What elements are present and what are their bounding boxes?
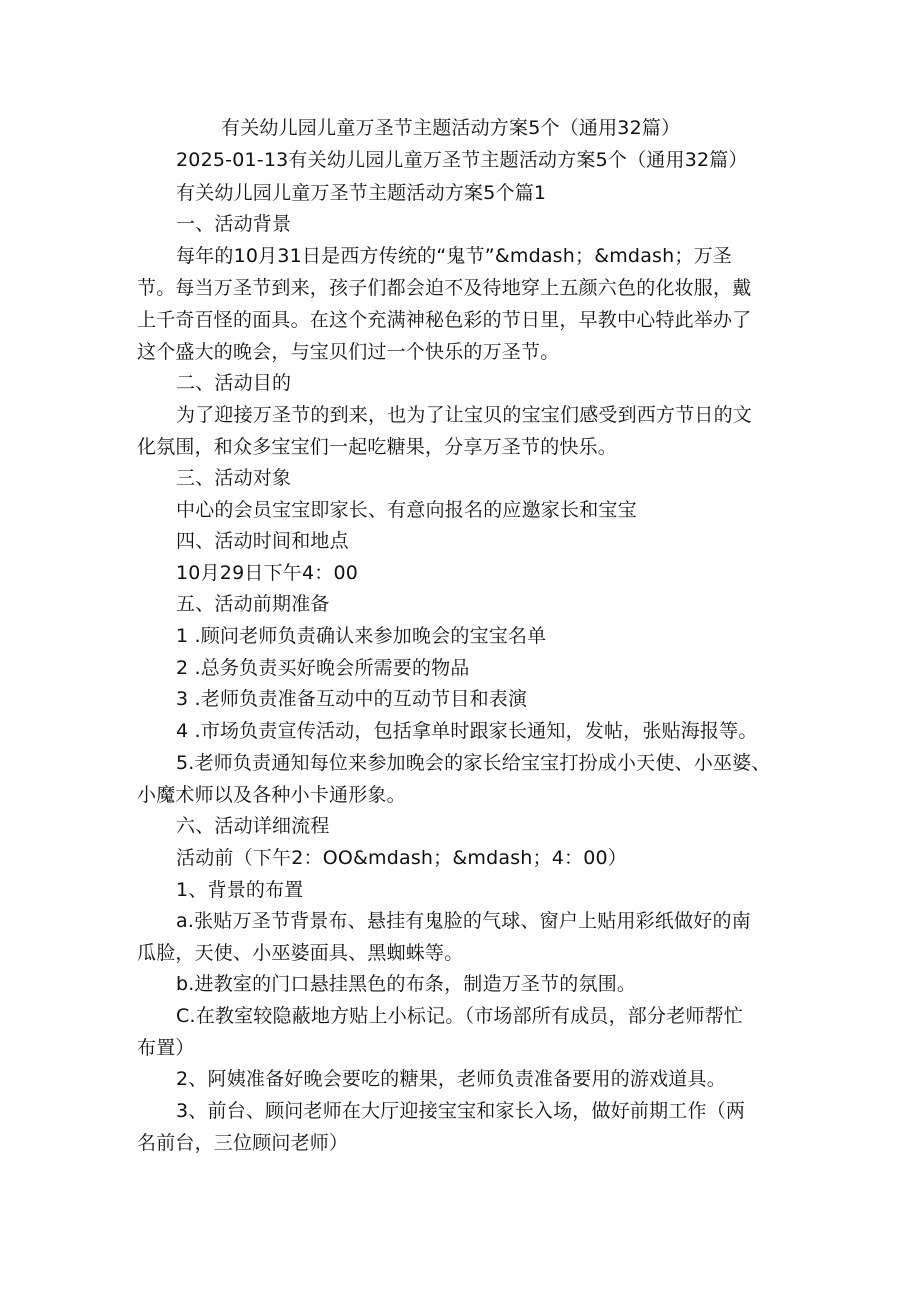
- article-title: 有关幼儿园儿童万圣节主题活动方案5个篇1: [176, 182, 547, 204]
- paragraph-line: 布置）: [137, 1037, 195, 1059]
- paragraph-line: 中心的会员宝宝即家长、有意向报名的应邀家长和宝宝: [176, 499, 637, 521]
- paragraph-line: b.进教室的门口悬挂黑色的布条，制造万圣节的氛围。: [176, 973, 637, 995]
- section-heading: 二、活动目的: [176, 372, 292, 394]
- paragraph-line: 上千奇百怪的面具。在这个充满神秘色彩的节日里，早教中心特此举办了: [137, 309, 752, 331]
- list-item: 1 .顾问老师负责确认来参加晚会的宝宝名单: [176, 625, 547, 647]
- document-title: 有关幼儿园儿童万圣节主题活动方案5个（通用32篇）: [221, 117, 681, 139]
- paragraph-line: 2、阿姨准备好晚会要吃的糖果，老师负责准备要用的游戏道具。: [176, 1068, 726, 1090]
- section-heading: 四、活动时间和地点: [176, 530, 349, 552]
- list-item: 小魔术师以及各种小卡通形象。: [137, 784, 406, 806]
- paragraph-line: 这个盛大的晚会，与宝贝们过一个快乐的万圣节。: [137, 341, 560, 363]
- date-title: 2025-01-13有关幼儿园儿童万圣节主题活动方案5个（通用32篇）: [176, 149, 748, 171]
- paragraph-line: 1、背景的布置: [176, 879, 304, 901]
- section-heading: 一、活动背景: [176, 213, 292, 235]
- section-heading: 六、活动详细流程: [176, 815, 330, 837]
- paragraph-line: C.在教室较隐蔽地方贴上小标记。（市场部所有成员，部分老师帮忙: [176, 1005, 744, 1027]
- paragraph-line: 化氛围，和众多宝宝们一起吃糖果，分享万圣节的快乐。: [137, 436, 618, 458]
- paragraph-line: 节。每当万圣节到来，孩子们都会迫不及待地穿上五颜六色的化妆服，戴: [137, 277, 752, 299]
- list-item: 4 .市场负责宣传活动，包括拿单时跟家长通知，发帖，张贴海报等。: [176, 720, 758, 742]
- paragraph-line: a.张贴万圣节背景布、悬挂有鬼脸的气球、窗户上贴用彩纸做好的南: [176, 910, 751, 932]
- list-item: 3 .老师负责准备互动中的互动节目和表演: [176, 688, 528, 710]
- paragraph-line: 名前台，三位顾问老师）: [137, 1132, 349, 1154]
- list-item: 2 .总务负责买好晚会所需要的物品: [176, 657, 470, 679]
- paragraph-line: 为了迎接万圣节的到来，也为了让宝贝的宝宝们感受到西方节日的文: [176, 404, 753, 426]
- list-item: 5.老师负责通知每位来参加晚会的家长给宝宝打扮成小天使、小巫婆、: [176, 752, 771, 774]
- paragraph-line: 活动前（下午2：OO&mdash；&mdash；4：00）: [176, 847, 628, 869]
- section-heading: 五、活动前期准备: [176, 593, 330, 615]
- paragraph-line: 每年的10月31日是西方传统的“鬼节”&mdash；&mdash；万圣: [176, 245, 732, 267]
- section-heading: 三、活动对象: [176, 467, 292, 489]
- paragraph-line: 10月29日下午4：00: [176, 562, 359, 584]
- paragraph-line: 3、前台、顾问老师在大厅迎接宝宝和家长入场，做好前期工作（两: [176, 1100, 746, 1122]
- paragraph-line: 瓜脸，天使、小巫婆面具、黑蜘蛛等。: [137, 942, 464, 964]
